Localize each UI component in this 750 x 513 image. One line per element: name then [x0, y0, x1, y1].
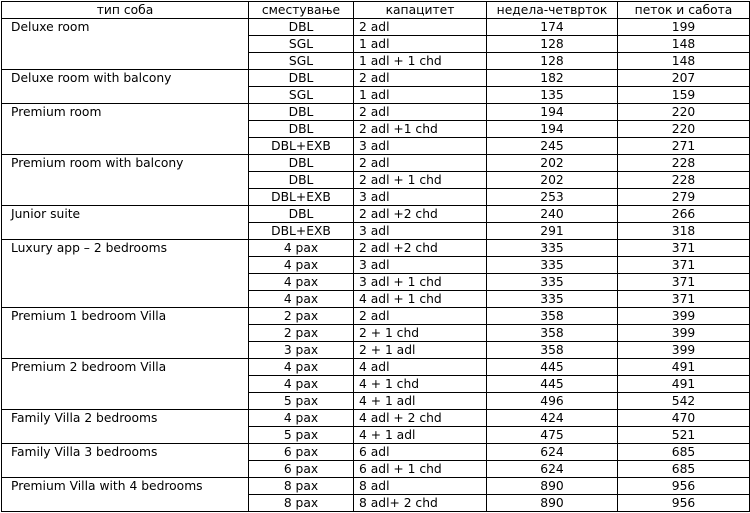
table-row: [2, 240, 750, 257]
weekend-price-cell: 371: [618, 240, 750, 257]
weekend-price-cell: 399: [618, 308, 750, 325]
weekday-price-cell: 128: [487, 53, 618, 70]
occupancy-cell: DBL: [249, 19, 354, 36]
header-weekday-price: недела-четврток: [487, 2, 618, 19]
occupancy-cell: 4 pax: [249, 274, 354, 291]
weekday-price-cell: 475: [487, 427, 618, 444]
room-type-cell: Premium Villa with 4 bedrooms: [2, 478, 249, 512]
weekday-price-cell: 202: [487, 155, 618, 172]
capacity-cell: 6 adl: [354, 444, 487, 461]
weekend-price-cell: 148: [618, 53, 750, 70]
weekday-price-cell: 240: [487, 206, 618, 223]
occupancy-cell: 4 pax: [249, 359, 354, 376]
occupancy-cell: DBL+EXB: [249, 223, 354, 240]
capacity-cell: 2 adl: [354, 308, 487, 325]
capacity-cell: 4 + 1 adl: [354, 427, 487, 444]
weekend-price-cell: 685: [618, 461, 750, 478]
occupancy-cell: 4 pax: [249, 410, 354, 427]
occupancy-cell: DBL+EXB: [249, 189, 354, 206]
weekend-price-cell: 470: [618, 410, 750, 427]
weekday-price-cell: 335: [487, 291, 618, 308]
capacity-cell: 4 adl + 2 chd: [354, 410, 487, 427]
weekend-price-cell: 199: [618, 19, 750, 36]
header-occupancy: сместување: [249, 2, 354, 19]
capacity-cell: 2 adl: [354, 155, 487, 172]
occupancy-cell: DBL: [249, 121, 354, 138]
weekday-price-cell: 358: [487, 308, 618, 325]
weekend-price-cell: 491: [618, 376, 750, 393]
weekend-price-cell: 371: [618, 291, 750, 308]
occupancy-cell: DBL: [249, 172, 354, 189]
capacity-cell: 3 adl: [354, 189, 487, 206]
table-row: [2, 444, 750, 461]
weekday-price-cell: 890: [487, 478, 618, 495]
room-type-cell: Deluxe room with balcony: [2, 70, 249, 104]
table-row: [2, 308, 750, 325]
weekday-price-cell: 245: [487, 138, 618, 155]
capacity-cell: 6 adl + 1 chd: [354, 461, 487, 478]
capacity-cell: 3 adl: [354, 257, 487, 274]
weekend-price-cell: 371: [618, 274, 750, 291]
weekday-price-cell: 335: [487, 240, 618, 257]
capacity-cell: 2 + 1 chd: [354, 325, 487, 342]
weekend-price-cell: 956: [618, 478, 750, 495]
weekend-price-cell: 220: [618, 121, 750, 138]
occupancy-cell: DBL: [249, 104, 354, 121]
occupancy-cell: 8 pax: [249, 495, 354, 512]
occupancy-cell: 2 pax: [249, 325, 354, 342]
capacity-cell: 3 adl: [354, 223, 487, 240]
weekday-price-cell: 194: [487, 121, 618, 138]
header-capacity: капацитет: [354, 2, 487, 19]
room-type-cell: Deluxe room: [2, 19, 249, 70]
table-row: [2, 359, 750, 376]
header-row: [2, 2, 750, 19]
room-type-cell: Family Villa 2 bedrooms: [2, 410, 249, 444]
table-row: [2, 104, 750, 121]
capacity-cell: 2 adl: [354, 104, 487, 121]
weekday-price-cell: 358: [487, 342, 618, 359]
capacity-cell: 3 adl: [354, 138, 487, 155]
occupancy-cell: 4 pax: [249, 291, 354, 308]
occupancy-cell: 4 pax: [249, 376, 354, 393]
occupancy-cell: 4 pax: [249, 257, 354, 274]
table-row: [2, 155, 750, 172]
weekend-price-cell: 399: [618, 342, 750, 359]
occupancy-cell: 5 pax: [249, 393, 354, 410]
occupancy-cell: 5 pax: [249, 427, 354, 444]
weekday-price-cell: 890: [487, 495, 618, 512]
capacity-cell: 2 + 1 adl: [354, 342, 487, 359]
table-row: [2, 478, 750, 495]
occupancy-cell: DBL: [249, 206, 354, 223]
occupancy-cell: 8 pax: [249, 478, 354, 495]
weekday-price-cell: 128: [487, 36, 618, 53]
room-type-cell: Premium 1 bedroom Villa: [2, 308, 249, 359]
weekday-price-cell: 202: [487, 172, 618, 189]
room-type-cell: Luxury app – 2 bedrooms: [2, 240, 249, 308]
weekend-price-cell: 279: [618, 189, 750, 206]
weekday-price-cell: 135: [487, 87, 618, 104]
room-type-cell: Premium room: [2, 104, 249, 155]
table-row: [2, 70, 750, 87]
capacity-cell: 2 adl +2 chd: [354, 206, 487, 223]
capacity-cell: 4 adl: [354, 359, 487, 376]
capacity-cell: 4 adl + 1 chd: [354, 291, 487, 308]
occupancy-cell: 4 pax: [249, 240, 354, 257]
weekend-price-cell: 207: [618, 70, 750, 87]
weekend-price-cell: 318: [618, 223, 750, 240]
room-type-cell: Premium 2 bedroom Villa: [2, 359, 249, 410]
room-type-cell: Family Villa 3 bedrooms: [2, 444, 249, 478]
weekday-price-cell: 624: [487, 461, 618, 478]
weekday-price-cell: 194: [487, 104, 618, 121]
capacity-cell: 1 adl + 1 chd: [354, 53, 487, 70]
weekday-price-cell: 358: [487, 325, 618, 342]
weekend-price-cell: 266: [618, 206, 750, 223]
occupancy-cell: 6 pax: [249, 461, 354, 478]
weekend-price-cell: 371: [618, 257, 750, 274]
occupancy-cell: SGL: [249, 36, 354, 53]
weekday-price-cell: 174: [487, 19, 618, 36]
weekday-price-cell: 624: [487, 444, 618, 461]
weekday-price-cell: 335: [487, 274, 618, 291]
weekday-price-cell: 182: [487, 70, 618, 87]
capacity-cell: 4 + 1 chd: [354, 376, 487, 393]
occupancy-cell: DBL: [249, 70, 354, 87]
weekend-price-cell: 228: [618, 172, 750, 189]
room-type-cell: Premium room with balcony: [2, 155, 249, 206]
capacity-cell: 1 adl: [354, 36, 487, 53]
occupancy-cell: SGL: [249, 53, 354, 70]
weekday-price-cell: 291: [487, 223, 618, 240]
weekend-price-cell: 491: [618, 359, 750, 376]
weekend-price-cell: 399: [618, 325, 750, 342]
capacity-cell: 2 adl: [354, 70, 487, 87]
table-row: [2, 19, 750, 36]
weekend-price-cell: 956: [618, 495, 750, 512]
capacity-cell: 2 adl +1 chd: [354, 121, 487, 138]
occupancy-cell: 2 pax: [249, 308, 354, 325]
weekend-price-cell: 271: [618, 138, 750, 155]
price-table: [1, 1, 750, 512]
weekday-price-cell: 253: [487, 189, 618, 206]
capacity-cell: 3 adl + 1 chd: [354, 274, 487, 291]
capacity-cell: 8 adl+ 2 chd: [354, 495, 487, 512]
table-row: [2, 410, 750, 427]
occupancy-cell: DBL: [249, 155, 354, 172]
weekday-price-cell: 496: [487, 393, 618, 410]
weekday-price-cell: 424: [487, 410, 618, 427]
weekday-price-cell: 335: [487, 257, 618, 274]
table-row: [2, 206, 750, 223]
capacity-cell: 2 adl: [354, 19, 487, 36]
weekend-price-cell: 542: [618, 393, 750, 410]
header-room-type: тип соба: [2, 2, 249, 19]
capacity-cell: 2 adl +2 chd: [354, 240, 487, 257]
weekend-price-cell: 148: [618, 36, 750, 53]
weekday-price-cell: 445: [487, 359, 618, 376]
occupancy-cell: DBL+EXB: [249, 138, 354, 155]
weekend-price-cell: 220: [618, 104, 750, 121]
weekend-price-cell: 521: [618, 427, 750, 444]
weekend-price-cell: 685: [618, 444, 750, 461]
occupancy-cell: SGL: [249, 87, 354, 104]
header-weekend-price: петок и сабота: [618, 2, 750, 19]
capacity-cell: 2 adl + 1 chd: [354, 172, 487, 189]
capacity-cell: 4 + 1 adl: [354, 393, 487, 410]
occupancy-cell: 3 pax: [249, 342, 354, 359]
room-type-cell: Junior suite: [2, 206, 249, 240]
weekday-price-cell: 445: [487, 376, 618, 393]
capacity-cell: 1 adl: [354, 87, 487, 104]
weekend-price-cell: 159: [618, 87, 750, 104]
weekend-price-cell: 228: [618, 155, 750, 172]
occupancy-cell: 6 pax: [249, 444, 354, 461]
table-body: [2, 19, 750, 512]
capacity-cell: 8 adl: [354, 478, 487, 495]
